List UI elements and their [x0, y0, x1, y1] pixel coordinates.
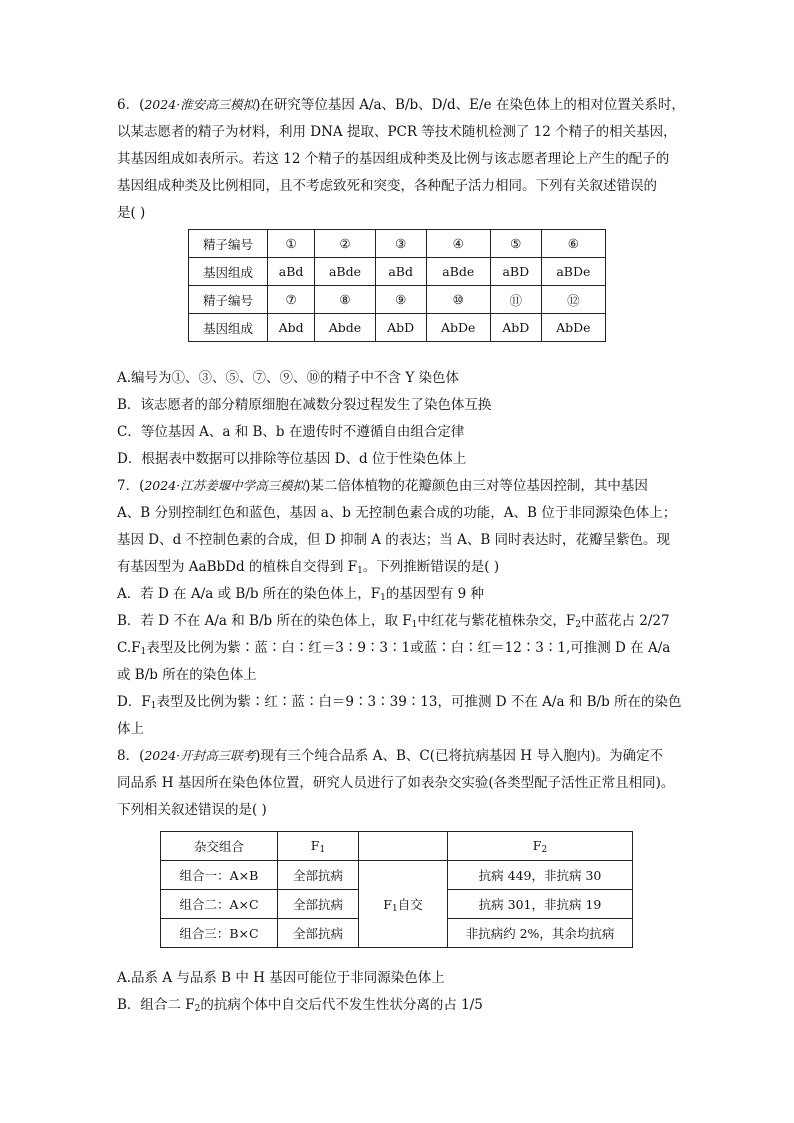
q7-option-d-cont: 体上	[117, 721, 144, 737]
q6-line-2: 以某志愿者的精子为材料，利用 DNA 提取、PCR 等技术随机检测了 12 个精子的相关基因，	[117, 124, 677, 140]
q8-line-3: 下列相关叙述错误的是( )	[117, 802, 267, 818]
table-cell: AbDe	[426, 314, 490, 342]
table-cell: 基因组成	[189, 314, 268, 342]
q8-option-b[interactable]: B．组合二 $F_2$的抗病个体中自交后代不发生性状分离的占 1/5	[117, 997, 483, 1014]
table-cell: $F_1$	[278, 832, 359, 861]
table-row	[161, 832, 633, 861]
q7-source: 2024·江苏姜堰中学高三模拟	[144, 478, 306, 493]
table-cell	[359, 832, 448, 861]
q6-line-1: 6．(2024·淮安高三模拟)在研究等位基因 A/a、B/b、D/d、E/e 在染色体上的相对位置关系时，	[117, 97, 685, 113]
q6-option-b[interactable]: B．该志愿者的部分精原细胞在减数分裂过程发生了染色体互换	[117, 397, 492, 413]
q6-line-5: 是( )	[117, 205, 146, 221]
table-cell: 抗病 449，非抗病 30	[448, 861, 633, 890]
table-row	[189, 286, 606, 314]
table-cell: aBDe	[541, 258, 605, 286]
table-row	[189, 314, 606, 342]
table-cell: ⑥	[541, 230, 605, 258]
q7-line-2: A、B 分别控制红色和蓝色，基因 a、b 无控制色素合成的功能，A、B 位于非同源染色体上；	[117, 505, 677, 521]
table-cell: 杂交组合	[161, 832, 278, 861]
table-cell: ③	[375, 230, 426, 258]
table-cell: ⑦	[268, 286, 315, 314]
table-cell: 全部抗病	[278, 861, 359, 890]
table-cell: ⑩	[426, 286, 490, 314]
table-row	[189, 230, 606, 258]
table-cell: ⑨	[375, 286, 426, 314]
q8-line-2: 同品系 H 基因所在染色体位置，研究人员进行了如表杂交实验(各类型配子活性正常且相同)。	[117, 775, 675, 791]
table-cell: aBD	[490, 258, 541, 286]
table-cell: 全部抗病	[278, 919, 359, 948]
table-cell: 抗病 301，非抗病 19	[448, 890, 633, 919]
table-cell: 精子编号	[189, 286, 268, 314]
table-cell: ④	[426, 230, 490, 258]
q7-option-c-cont: 或 B/b 所在的染色体上	[117, 667, 257, 683]
table-cell: aBde	[426, 258, 490, 286]
table-cell: ⑫	[541, 286, 605, 314]
q6-sperm-table	[188, 229, 606, 342]
q7-option-d[interactable]: D．$F_1$表型及比例为紫∶红∶蓝∶白＝9∶3∶39∶13，可推测 D 不在 A/a 和 B/b 所在的染色	[117, 694, 682, 711]
q7-option-a[interactable]: A．若 D 在 A/a 或 B/b 所在的染色体上，$F_1$的基因型有 9 种	[117, 586, 485, 603]
table-cell: $F_2$	[448, 832, 633, 861]
table-cell: ①	[268, 230, 315, 258]
table-cell: ⑤	[490, 230, 541, 258]
q6-option-c[interactable]: C．等位基因 A、a 和 B、b 在遗传时不遵循自由组合定律	[117, 424, 465, 440]
q7-line-3: 基因 D、d 不控制色素的合成，但 D 抑制 A 的表达；当 A、B 同时表达时，花瓣呈紫色。现	[117, 532, 671, 548]
table-cell: 基因组成	[189, 258, 268, 286]
table-cell: aBd	[375, 258, 426, 286]
table-cell: ⑪	[490, 286, 541, 314]
q8-line-1: 8．(2024·开封高三联考)现有三个纯合品系 A、B、C(已将抗病基因 H 导入胞内)。为确定不	[117, 748, 664, 764]
table-cell: Abd	[268, 314, 315, 342]
q7-option-c[interactable]: $C.F_1$表型及比例为紫∶蓝∶白∶红＝3∶9∶3∶1或蓝∶白∶红＝12∶3∶1,可推测 D 在 A/a	[117, 640, 671, 657]
q8-source: 2024·开封高三联考	[144, 748, 256, 763]
q6-line-4: 基因组成种类及比例相同，且不考虑致死和突变，各种配子活力相同。下列有关叙述错误的	[117, 178, 657, 194]
q7-option-b[interactable]: B．若 D 不在 A/a 和 B/b 所在的染色体上，取 $F_1$中红花与紫花植株杂交，$F_2$中蓝花占 2/27	[117, 613, 670, 630]
table-cell: 组合一：A×B	[161, 861, 278, 890]
table-cell: AbD	[490, 314, 541, 342]
table-cell: 非抗病约 2%，其余均抗病	[448, 919, 633, 948]
table-cell: ⑧	[315, 286, 376, 314]
table-row	[189, 258, 606, 286]
table-cell: 精子编号	[189, 230, 268, 258]
table-cell: Abde	[315, 314, 376, 342]
q8-option-a[interactable]: A.品系 A 与品系 B 中 H 基因可能位于非同源染色体上	[117, 970, 445, 986]
q6-source: 2024·淮安高三模拟	[144, 97, 256, 112]
table-cell: 组合三：B×C	[161, 919, 278, 948]
q7-line-4: 有基因型为 AaBbDd 的植株自交得到 $F_1$。下列推断错误的是( )	[117, 559, 500, 576]
table-cell: 组合二：A×C	[161, 890, 278, 919]
q7-line-1: 7．(2024·江苏姜堰中学高三模拟)某二倍体植物的花瓣颜色由三对等位基因控制，其中基因	[117, 478, 648, 494]
q6-option-d[interactable]: D．根据表中数据可以排除等位基因 D、d 位于性染色体上	[117, 451, 467, 467]
table-cell: aBd	[268, 258, 315, 286]
q6-option-a[interactable]: A.编号为①、③、⑤、⑦、⑨、⑩的精子中不含 Y 染色体	[117, 370, 460, 386]
table-cell: ②	[315, 230, 376, 258]
table-cell-merged: $F_1$自交	[359, 861, 448, 948]
table-cell: AbDe	[541, 314, 605, 342]
table-cell: 全部抗病	[278, 890, 359, 919]
table-cell: aBde	[315, 258, 376, 286]
table-row	[161, 861, 633, 890]
table-cell: AbD	[375, 314, 426, 342]
q8-cross-table	[160, 831, 633, 948]
q6-line-3: 其基因组成如表所示。若这 12 个精子的基因组成种类及比例与该志愿者理论上产生的配子的	[117, 151, 670, 167]
